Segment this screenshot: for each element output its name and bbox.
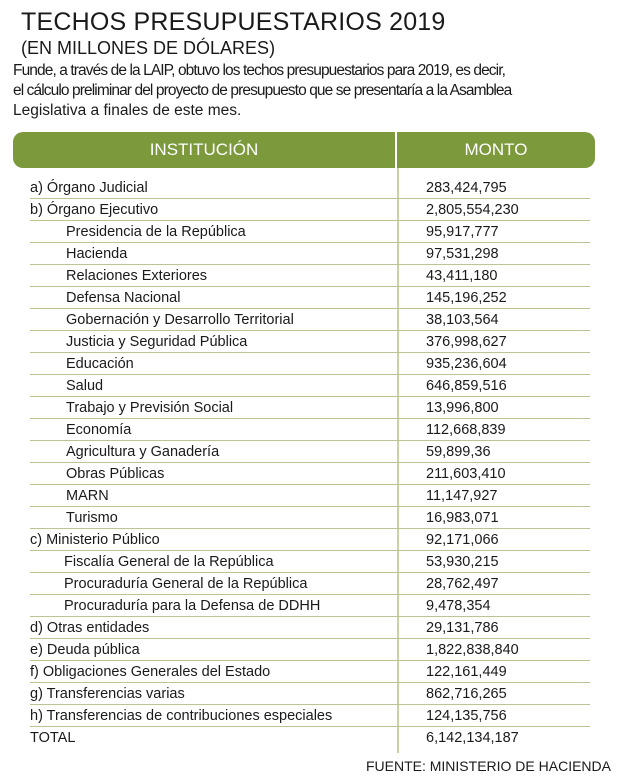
total-label: TOTAL: [30, 730, 76, 746]
table-row: [30, 705, 590, 727]
amount-cell: 124,135,756: [426, 708, 507, 724]
table-row: [30, 353, 590, 375]
table-row: [30, 199, 590, 221]
table-row: [30, 287, 590, 309]
amount-cell: 1,822,838,840: [426, 642, 519, 658]
amount-cell: 59,899,36: [426, 444, 491, 460]
table-row: [30, 507, 590, 529]
table-row: [30, 639, 590, 661]
institution-cell: Justicia y Seguridad Pública: [66, 334, 248, 350]
institution-cell: Trabajo y Previsión Social: [66, 400, 234, 416]
amount-cell: 38,103,564: [426, 312, 499, 328]
table-row: [30, 441, 590, 463]
table-row: [30, 551, 590, 573]
intro-line-2: el cálculo preliminar del proyecto de presupuesto que se presentaría a la Asamblea: [13, 82, 512, 99]
amount-cell: 97,531,298: [426, 246, 499, 262]
institution-cell: e) Deuda pública: [30, 642, 140, 658]
table-row: [30, 573, 590, 595]
institution-cell: Procuraduría para la Defensa de DDHH: [64, 598, 321, 614]
intro-line-1: Funde, a través de la LAIP, obtuvo los techos presupuestarios para 2019, es decir,: [13, 62, 506, 79]
amount-cell: 935,236,604: [426, 356, 507, 372]
institution-cell: f) Obligaciones Generales del Estado: [30, 664, 271, 680]
table-row: [30, 661, 590, 683]
institution-cell: Economía: [66, 422, 132, 438]
amount-cell: 862,716,265: [426, 686, 507, 702]
table-row: [30, 683, 590, 705]
table-row: [30, 221, 590, 243]
amount-cell: 53,930,215: [426, 554, 499, 570]
table-row: [30, 265, 590, 287]
institution-cell: MARN: [66, 488, 109, 504]
amount-cell: 92,171,066: [426, 532, 499, 548]
table-row: [30, 397, 590, 419]
institution-cell: Defensa Nacional: [66, 290, 181, 306]
table-row: [30, 309, 590, 331]
institution-cell: Gobernación y Desarrollo Territorial: [66, 312, 294, 328]
table-row: [30, 243, 590, 265]
header-monto: MONTO: [464, 140, 528, 159]
amount-cell: 16,983,071: [426, 510, 499, 526]
table-header: [13, 132, 595, 168]
institution-cell: g) Transferencias varias: [30, 686, 185, 702]
page-subtitle: (EN MILLONES DE DÓLARES): [21, 38, 276, 58]
amount-cell: 29,131,786: [426, 620, 499, 636]
amount-cell: 283,424,795: [426, 180, 507, 196]
institution-cell: c) Ministerio Público: [30, 532, 160, 548]
institution-cell: Agricultura y Ganadería: [66, 444, 220, 460]
amount-cell: 9,478,354: [426, 598, 491, 614]
amount-cell: 376,998,627: [426, 334, 507, 350]
institution-cell: Relaciones Exteriores: [66, 268, 208, 284]
amount-cell: 211,603,410: [426, 466, 506, 482]
institution-cell: Presidencia de la República: [66, 224, 246, 240]
intro-paragraph: [13, 61, 618, 121]
amount-cell: 112,668,839: [426, 422, 506, 438]
institution-cell: h) Transferencias de contribuciones especiales: [30, 708, 333, 724]
amount-cell: 646,859,516: [426, 378, 507, 394]
institution-cell: Procuraduría General de la República: [64, 576, 308, 592]
institution-cell: Turismo: [66, 510, 118, 526]
table-row: [30, 463, 590, 485]
institution-cell: Fiscalía General de la República: [64, 554, 274, 570]
institution-cell: Educación: [66, 356, 134, 372]
institution-cell: Hacienda: [66, 246, 128, 262]
budget-table: [30, 177, 590, 749]
intro-line-3: Legislativa a finales de este mes.: [13, 102, 242, 119]
table-row: [30, 375, 590, 397]
total-amount: 6,142,134,187: [426, 730, 519, 746]
amount-cell: 2,805,554,230: [426, 202, 519, 218]
institution-cell: Salud: [66, 378, 104, 394]
table-row: [30, 595, 590, 617]
amount-cell: 28,762,497: [426, 576, 499, 592]
amount-cell: 43,411,180: [426, 268, 498, 284]
amount-cell: 13,996,800: [426, 400, 499, 416]
amount-cell: 95,917,777: [426, 224, 499, 240]
institution-cell: d) Otras entidades: [30, 620, 150, 636]
amount-cell: 11,147,927: [426, 488, 498, 504]
header-institucion: INSTITUCIÓN: [13, 132, 397, 168]
table-row: [30, 617, 590, 639]
table-row: [30, 177, 590, 199]
page-title: TECHOS PRESUPUESTARIOS 2019: [21, 8, 446, 36]
total-row: [30, 727, 590, 749]
amount-cell: 122,161,449: [426, 664, 507, 680]
table-row: [30, 331, 590, 353]
institution-cell: b) Órgano Ejecutivo: [30, 202, 159, 218]
amount-cell: 145,196,252: [426, 290, 507, 306]
table-row: [30, 485, 590, 507]
institution-cell: Obras Públicas: [66, 466, 165, 482]
table-row: [30, 529, 590, 551]
table-row: [30, 419, 590, 441]
institution-cell: a) Órgano Judicial: [30, 180, 148, 196]
source-note: FUENTE: MINISTERIO DE HACIENDA: [365, 758, 611, 774]
